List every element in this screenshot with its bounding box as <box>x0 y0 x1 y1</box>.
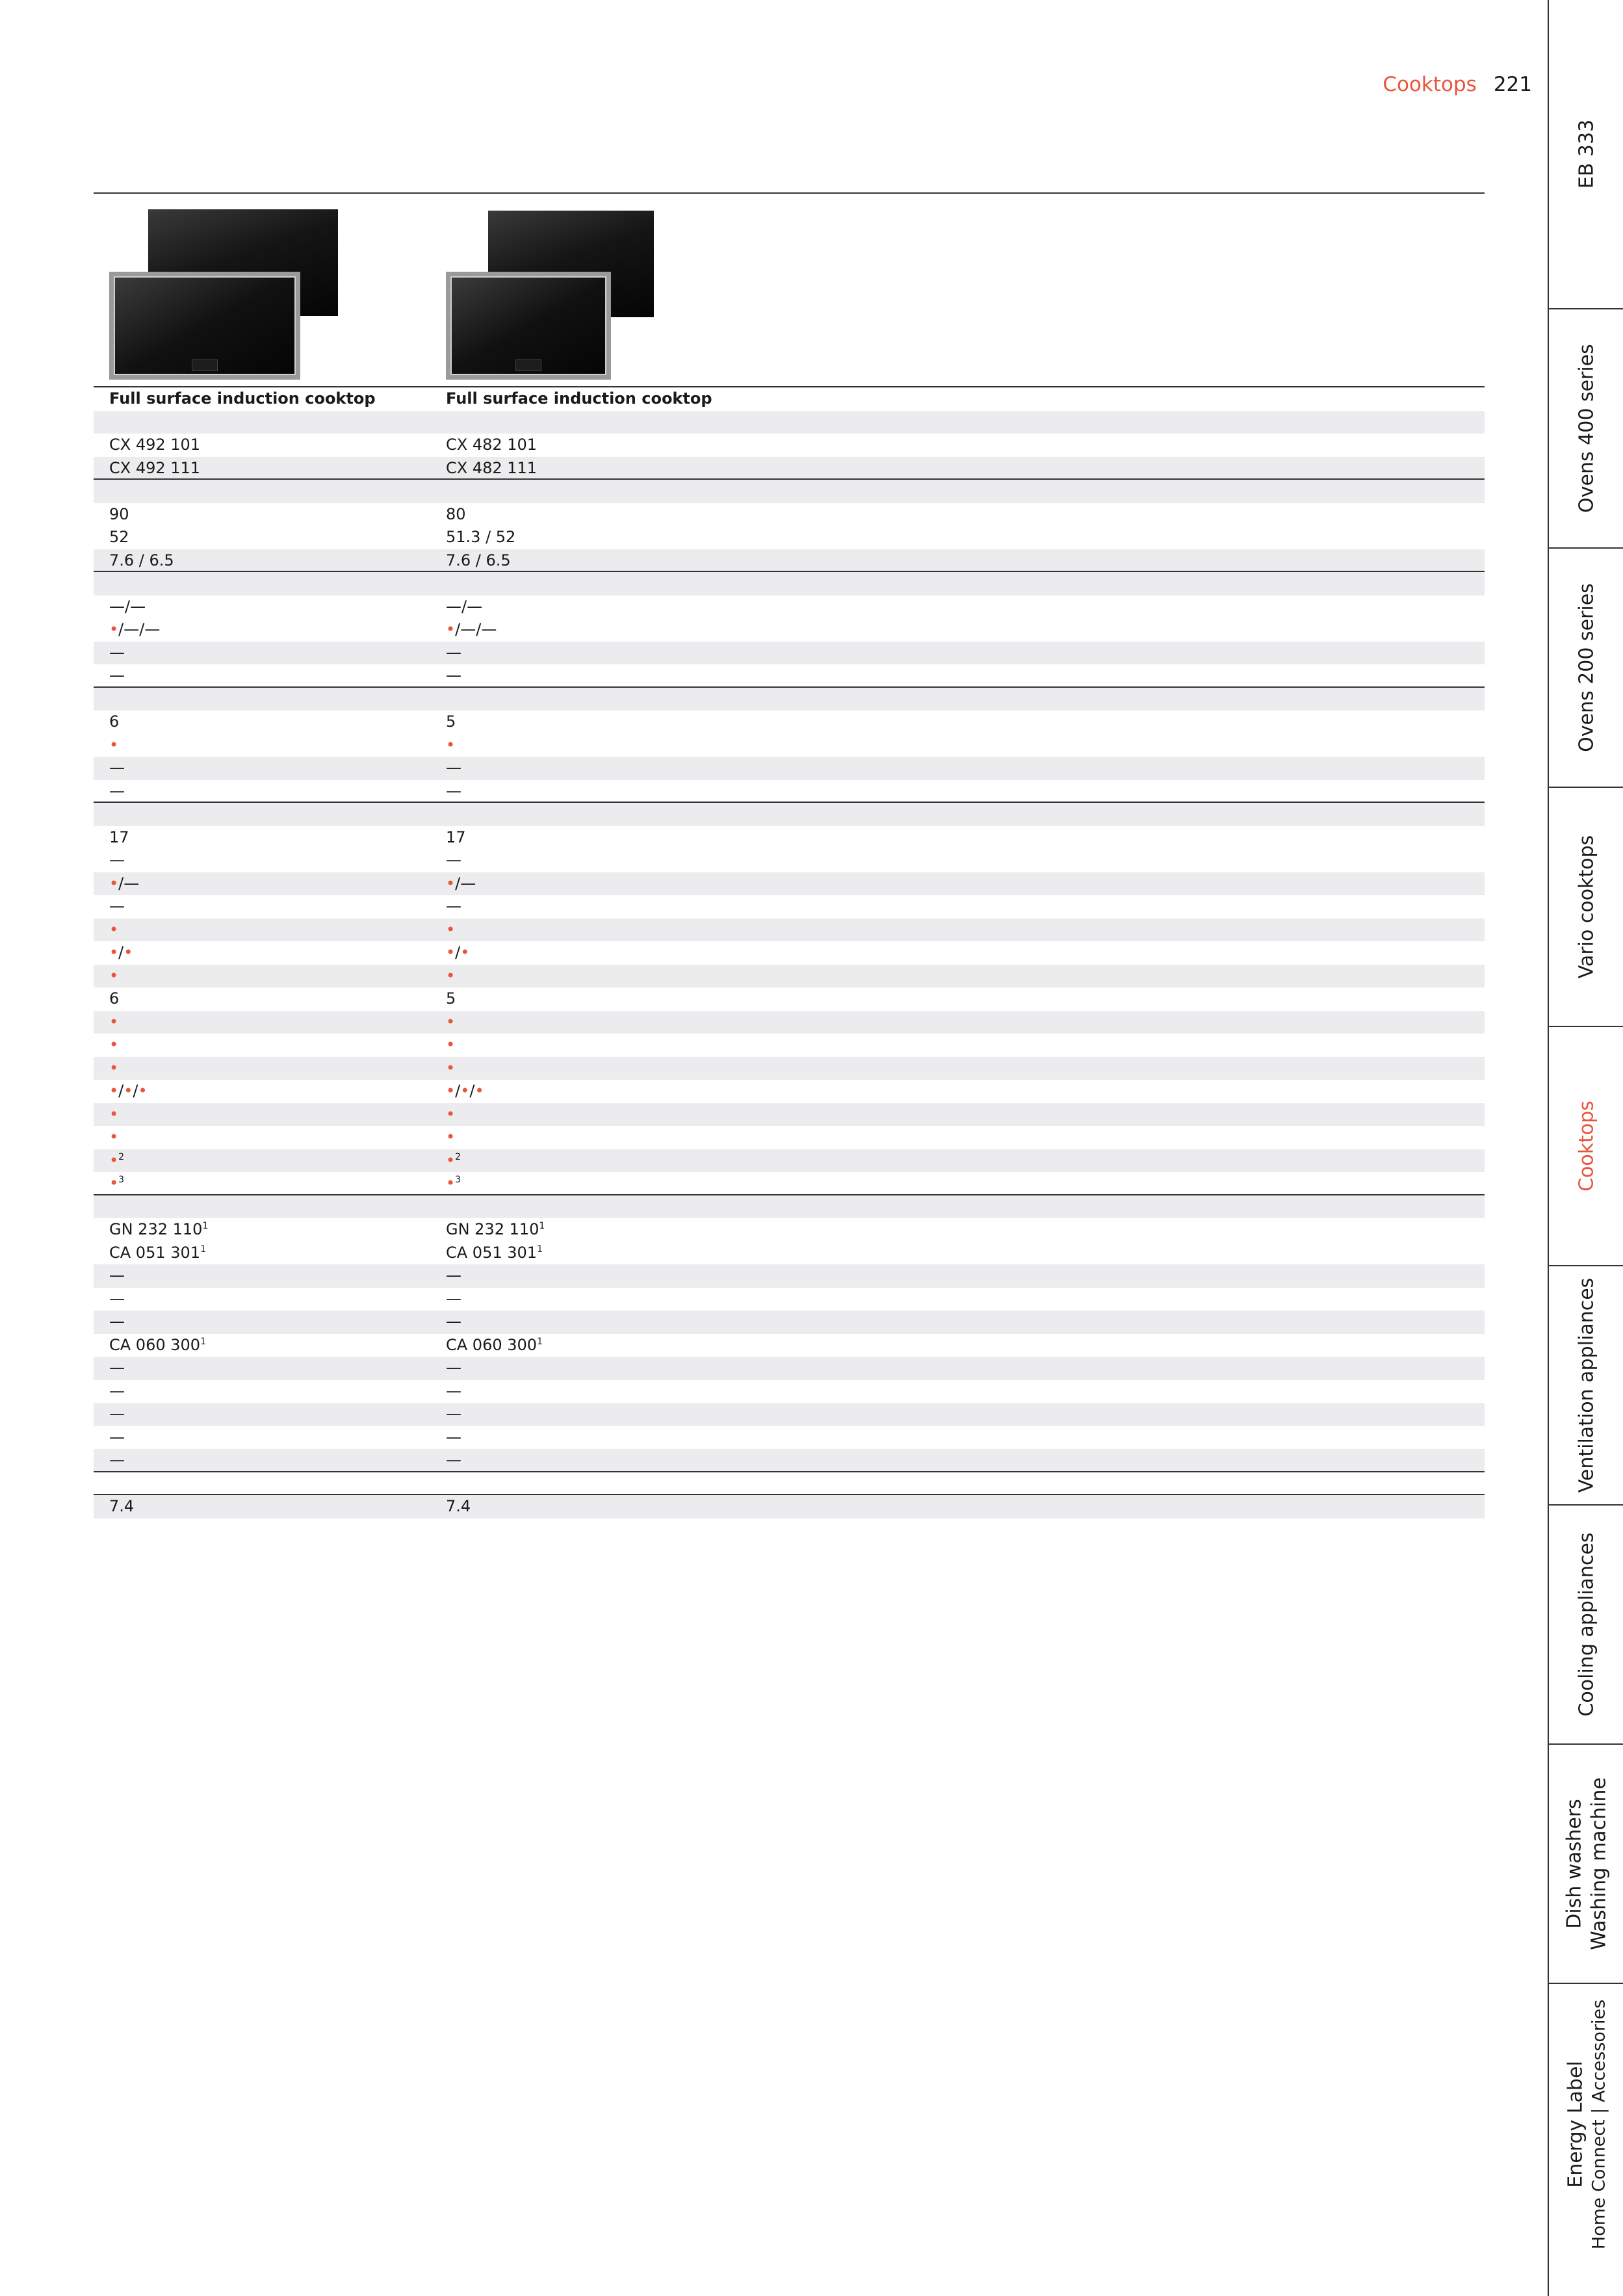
table-row <box>94 1242 1485 1265</box>
table-cell: — <box>446 1405 461 1423</box>
table-row <box>94 1472 1485 1496</box>
running-header <box>1383 73 1532 96</box>
table-row <box>94 688 1485 711</box>
table-cell: 17 <box>109 828 129 846</box>
table-row <box>94 1380 1485 1403</box>
table-cell: • <box>109 966 119 985</box>
table-cell: •$^2$ <box>109 1151 125 1169</box>
table-cell: — <box>109 643 125 662</box>
table-cell: 7.6 / 6.5 <box>446 551 511 569</box>
table-row <box>94 572 1485 595</box>
table-cell: • <box>446 920 456 939</box>
table-cell: — <box>109 1428 125 1446</box>
table-row <box>94 595 1485 619</box>
table-cell: 6 <box>109 989 120 1008</box>
chapter-tab-label: Cooktops <box>1575 1101 1598 1192</box>
table-row <box>94 434 1485 457</box>
product-image-1 <box>109 209 330 380</box>
table-row <box>94 1311 1485 1334</box>
table-row <box>94 1403 1485 1426</box>
table-cell: CX 492 111 <box>109 458 201 477</box>
chapter-tab[interactable] <box>1549 547 1623 787</box>
chapter-tab-label: Vario cooktops <box>1575 835 1598 979</box>
table-row <box>94 1126 1485 1149</box>
product-title-row <box>94 387 1485 411</box>
table-cell: — <box>109 897 125 915</box>
table-cell: CX 492 101 <box>109 436 201 454</box>
table-row <box>94 919 1485 942</box>
table-cell: — <box>446 897 461 915</box>
product-images-row <box>94 194 1485 387</box>
table-cell: CA 060 $300^1$ <box>446 1335 543 1354</box>
table-cell: CX 482 101 <box>446 436 538 454</box>
table-cell: 7.4 <box>446 1497 471 1515</box>
chapter-tab-strip <box>1548 0 1623 2296</box>
table-cell: — <box>446 1381 461 1400</box>
table-cell: • <box>446 1104 456 1123</box>
table-row <box>94 1103 1485 1127</box>
table-cell: • <box>446 1058 456 1077</box>
table-cell: • <box>109 1012 119 1031</box>
table-cell: — <box>109 1289 125 1308</box>
table-cell: •$^2$ <box>446 1151 461 1169</box>
table-row <box>94 849 1485 872</box>
chapter-tab[interactable] <box>1549 308 1623 547</box>
spec-table <box>94 192 1485 1519</box>
table-cell: • <box>109 1036 119 1054</box>
table-row <box>94 1195 1485 1219</box>
table-row <box>94 872 1485 896</box>
table-row <box>94 1172 1485 1195</box>
table-cell: — <box>446 851 461 869</box>
chapter-tab[interactable] <box>1549 1504 1623 1743</box>
table-cell: 5 <box>446 712 456 731</box>
table-cell: CA 060 $300^1$ <box>109 1335 206 1354</box>
page-number: 221 <box>1493 73 1532 96</box>
chapter-tab[interactable] <box>1549 1265 1623 1504</box>
product-title-1: Full surface induction cooktop <box>109 389 376 408</box>
table-row <box>94 1334 1485 1357</box>
table-row <box>94 826 1485 850</box>
table-cell: •/• <box>109 943 133 961</box>
table-row <box>94 965 1485 988</box>
table-cell: •/• <box>446 943 470 961</box>
table-row <box>94 642 1485 665</box>
table-cell: — <box>446 1266 461 1285</box>
table-cell: — <box>446 643 461 662</box>
table-cell: • <box>446 735 456 754</box>
table-cell: • <box>109 1128 119 1146</box>
table-row <box>94 803 1485 826</box>
product-image-2 <box>446 209 667 380</box>
table-row <box>94 1264 1485 1288</box>
table-row <box>94 618 1485 642</box>
table-row <box>94 711 1485 734</box>
table-row <box>94 549 1485 573</box>
chapter-tab-label: Ventilation appliances <box>1575 1277 1598 1493</box>
table-row <box>94 1495 1485 1519</box>
table-row <box>94 1218 1485 1242</box>
table-cell: • <box>446 966 456 985</box>
chapter-tab-label: Cooling appliances <box>1575 1532 1598 1717</box>
table-cell: — <box>109 1312 125 1331</box>
table-row <box>94 1011 1485 1034</box>
table-row <box>94 1426 1485 1450</box>
table-row <box>94 457 1485 480</box>
table-cell: 90 <box>109 504 129 523</box>
spec-rows <box>94 411 1485 1519</box>
table-cell: — <box>109 1451 125 1469</box>
table-cell: •$^3$ <box>446 1174 461 1192</box>
table-row <box>94 941 1485 965</box>
table-cell: CA 051 $301^1$ <box>109 1243 206 1262</box>
table-cell: • <box>109 920 119 939</box>
table-cell: 17 <box>446 828 466 846</box>
table-cell: — <box>446 781 461 800</box>
table-cell: — <box>109 759 125 777</box>
chapter-tab-label: Dish washers Washing machine <box>1563 1777 1610 1950</box>
table-cell: •/— <box>446 874 476 893</box>
table-cell: — <box>109 1381 125 1400</box>
table-row <box>94 734 1485 757</box>
table-row <box>94 780 1485 803</box>
table-cell: — <box>446 759 461 777</box>
table-cell: — <box>109 666 125 685</box>
table-row <box>94 526 1485 549</box>
table-row <box>94 1057 1485 1080</box>
table-cell: — <box>446 1312 461 1331</box>
table-cell: • <box>446 1128 456 1146</box>
table-row <box>94 757 1485 780</box>
table-cell: •/•/• <box>446 1082 484 1100</box>
table-cell: — <box>109 781 125 800</box>
chapter-tab[interactable] <box>1549 787 1623 1026</box>
table-row <box>94 1357 1485 1380</box>
chapter-tab-label: Energy Label Home Connect | Accessories <box>1564 1999 1609 2250</box>
chapter-tab[interactable] <box>1549 1983 1623 2265</box>
table-cell: 6 <box>109 712 120 731</box>
table-cell: •/•/• <box>109 1082 148 1100</box>
table-cell: — <box>446 1451 461 1469</box>
table-cell: — <box>109 1359 125 1377</box>
table-cell: 7.6 / 6.5 <box>109 551 174 569</box>
table-row <box>94 664 1485 688</box>
table-row <box>94 987 1485 1011</box>
chapter-tab-label: Ovens 400 series <box>1575 344 1598 513</box>
chapter-tab[interactable] <box>1549 1743 1623 1983</box>
chapter-tab[interactable] <box>1549 1026 1623 1265</box>
table-cell: • <box>109 1104 119 1123</box>
table-row <box>94 1288 1485 1311</box>
table-cell: 5 <box>446 989 456 1008</box>
chapter-tab-label: Ovens 200 series <box>1575 583 1598 752</box>
table-cell: — <box>446 1359 461 1377</box>
table-cell: —/— <box>109 597 146 616</box>
table-cell: • <box>109 1058 119 1077</box>
table-cell: 80 <box>446 504 466 523</box>
table-cell: CX 482 111 <box>446 458 538 477</box>
table-cell: 7.4 <box>109 1497 135 1515</box>
section-title: Cooktops <box>1383 73 1477 96</box>
table-cell: — <box>446 666 461 685</box>
table-row <box>94 895 1485 919</box>
table-cell: — <box>109 1266 125 1285</box>
product-title-2: Full surface induction cooktop <box>446 389 712 408</box>
table-cell: •/—/— <box>109 620 161 638</box>
table-cell: — <box>109 851 125 869</box>
table-cell: GN 232 $110^1$ <box>446 1220 545 1238</box>
table-row <box>94 480 1485 503</box>
table-row <box>94 1449 1485 1472</box>
table-cell: 52 <box>109 528 129 546</box>
table-row <box>94 503 1485 527</box>
table-cell: •/—/— <box>446 620 497 638</box>
table-row <box>94 1149 1485 1173</box>
table-cell: GN 232 $110^1$ <box>109 1220 209 1238</box>
table-cell: • <box>446 1036 456 1054</box>
table-cell: • <box>446 1012 456 1031</box>
table-row <box>94 1034 1485 1057</box>
table-row <box>94 1080 1485 1103</box>
table-cell: •/— <box>109 874 140 893</box>
table-cell: — <box>109 1405 125 1423</box>
chapter-tab[interactable] <box>1549 0 1623 308</box>
table-cell: — <box>446 1428 461 1446</box>
chapter-tab-label: EB 333 <box>1575 119 1598 189</box>
table-cell: • <box>109 735 119 754</box>
table-row <box>94 411 1485 434</box>
table-cell: CA 051 $301^1$ <box>446 1243 543 1262</box>
table-cell: 51.3 / 52 <box>446 528 516 546</box>
table-cell: — <box>446 1289 461 1308</box>
table-cell: —/— <box>446 597 483 616</box>
table-cell: •$^3$ <box>109 1174 125 1192</box>
